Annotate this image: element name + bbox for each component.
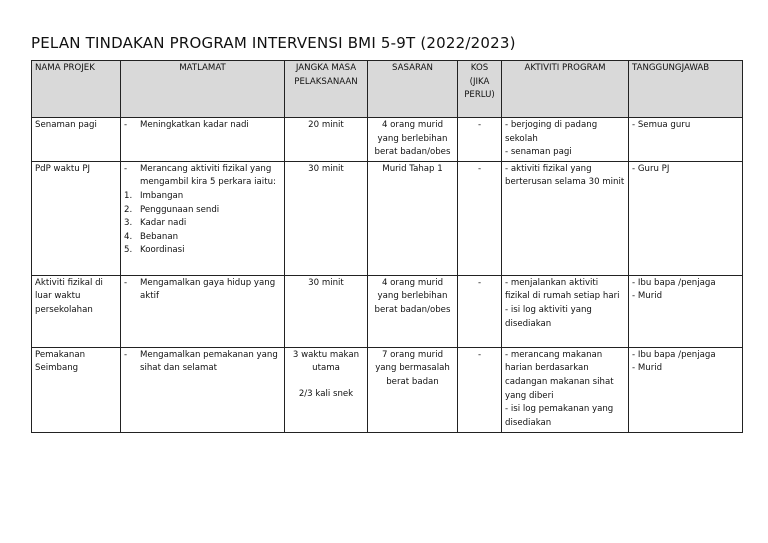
cell-sasaran: 4 orang murid yang berlebihan berat badan/obes — [368, 118, 458, 162]
numbered-item — [124, 204, 281, 218]
aktiviti-item: - senaman pagi — [505, 147, 572, 158]
cell-nama-projek: PdP waktu PJ — [32, 161, 121, 275]
header-jangka-masa: JANGKA MASA PELAKSANAAN — [285, 61, 368, 118]
cell-matlamat — [121, 118, 285, 162]
cell-matlamat — [121, 161, 285, 275]
cell-kos: - — [458, 161, 502, 275]
aktiviti-item: - aktiviti fizikal yang berterusan selama 30 minit — [505, 163, 625, 188]
aktiviti-item: - menjalankan aktiviti fizikal di rumah setiap hari — [505, 277, 620, 302]
cell-tanggungjawab — [629, 118, 743, 162]
cell-aktiviti-program — [502, 118, 629, 162]
tanggungjawab-item: - Murid — [632, 291, 663, 302]
header-kos: KOS (JIKA PERLU) — [458, 61, 502, 118]
tanggungjawab-item: - Ibu bapa /penjaga — [632, 349, 716, 360]
cell-sasaran: 4 orang murid yang berlebihan berat badan/obes — [368, 275, 458, 347]
action-plan-table — [31, 60, 743, 433]
list-number: 5. — [124, 245, 133, 256]
bullet-mark: - — [124, 277, 128, 288]
list-number: 4. — [124, 231, 133, 242]
matlamat-text: Merancang aktiviti fizikal yang mengambil kira 5 perkara iaitu: — [140, 163, 276, 188]
header-matlamat: MATLAMAT — [121, 61, 285, 118]
aktiviti-item: - merancang makanan harian berdasarkan cadangan makanan sihat yang diberi — [505, 349, 614, 401]
matlamat-text: Mengamalkan pemakanan yang sihat dan selamat — [140, 349, 278, 374]
matlamat-item — [124, 163, 281, 190]
table-header-row — [32, 61, 743, 118]
matlamat-item — [124, 349, 281, 376]
aktiviti-item: - isi log pemakanan yang disediakan — [505, 404, 614, 428]
table-row — [32, 161, 743, 275]
cell-nama-projek: Senaman pagi — [32, 118, 121, 162]
cell-matlamat — [121, 275, 285, 347]
matlamat-text: Mengamalkan gaya hidup yang aktif — [140, 277, 276, 302]
header-sasaran: SASARAN — [368, 61, 458, 118]
jangka-snack: 2/3 kali snek — [298, 388, 354, 399]
tanggungjawab-item: - Ibu bapa /penjaga — [632, 277, 716, 288]
table-row — [32, 118, 743, 162]
numbered-item — [124, 231, 281, 245]
aktiviti-item: - berjoging di padang sekolah — [505, 120, 598, 144]
header-aktiviti-program: AKTIVITI PROGRAM — [502, 61, 629, 118]
tanggungjawab-item: - Murid — [632, 363, 663, 374]
cell-kos: - — [458, 347, 502, 432]
cell-jangka-masa: 30 minit — [285, 161, 368, 275]
list-number: 1. — [124, 190, 133, 201]
numbered-item — [124, 244, 281, 258]
header-nama-projek: NAMA PROJEK — [32, 61, 121, 118]
list-text: Bebanan — [140, 231, 179, 242]
matlamat-text: Meningkatkan kadar nadi — [140, 120, 249, 130]
bullet-mark: - — [124, 120, 128, 130]
cell-matlamat — [121, 347, 285, 432]
cell-sasaran: 7 orang murid yang bermasalah berat badan — [368, 347, 458, 432]
cell-jangka-masa: 20 minit — [285, 118, 368, 162]
cell-nama-projek: Aktiviti fizikal di luar waktu persekolahan — [32, 275, 121, 347]
table-row — [32, 275, 743, 347]
cell-aktiviti-program — [502, 161, 629, 275]
list-text: Penggunaan sendi — [140, 204, 220, 215]
cell-sasaran: Murid Tahap 1 — [368, 161, 458, 275]
cell-aktiviti-program — [502, 347, 629, 432]
cell-aktiviti-program — [502, 275, 629, 347]
cell-nama-projek: Pemakanan Seimbang — [32, 347, 121, 432]
cell-tanggungjawab — [629, 161, 743, 275]
cell-jangka-masa — [285, 347, 368, 432]
header-tanggungjawab: TANGGUNGJAWAB — [629, 61, 743, 118]
bullet-mark: - — [124, 163, 128, 174]
cell-jangka-masa: 30 minit — [285, 275, 368, 347]
list-number: 2. — [124, 204, 133, 215]
cell-tanggungjawab — [629, 347, 743, 432]
bullet-mark: - — [124, 349, 128, 360]
list-number: 3. — [124, 218, 133, 229]
list-text: Imbangan — [140, 190, 184, 201]
jangka-main: 3 waktu makan utama — [292, 349, 360, 374]
cell-tanggungjawab — [629, 275, 743, 347]
list-text: Koordinasi — [140, 245, 185, 256]
numbered-item — [124, 217, 281, 231]
aktiviti-item: - isi log aktiviti yang disediakan — [505, 304, 592, 329]
table-row — [32, 347, 743, 432]
cell-kos: - — [458, 275, 502, 347]
list-text: Kadar nadi — [140, 218, 187, 229]
tanggungjawab-item: - Semua guru — [632, 120, 691, 130]
document-title: PELAN TINDAKAN PROGRAM INTERVENSI BMI 5-9T (2022/2023) — [31, 34, 516, 52]
cell-kos: - — [458, 118, 502, 162]
numbered-item — [124, 190, 281, 204]
matlamat-item — [124, 119, 281, 133]
matlamat-item — [124, 277, 281, 304]
tanggungjawab-item: - Guru PJ — [632, 163, 670, 174]
